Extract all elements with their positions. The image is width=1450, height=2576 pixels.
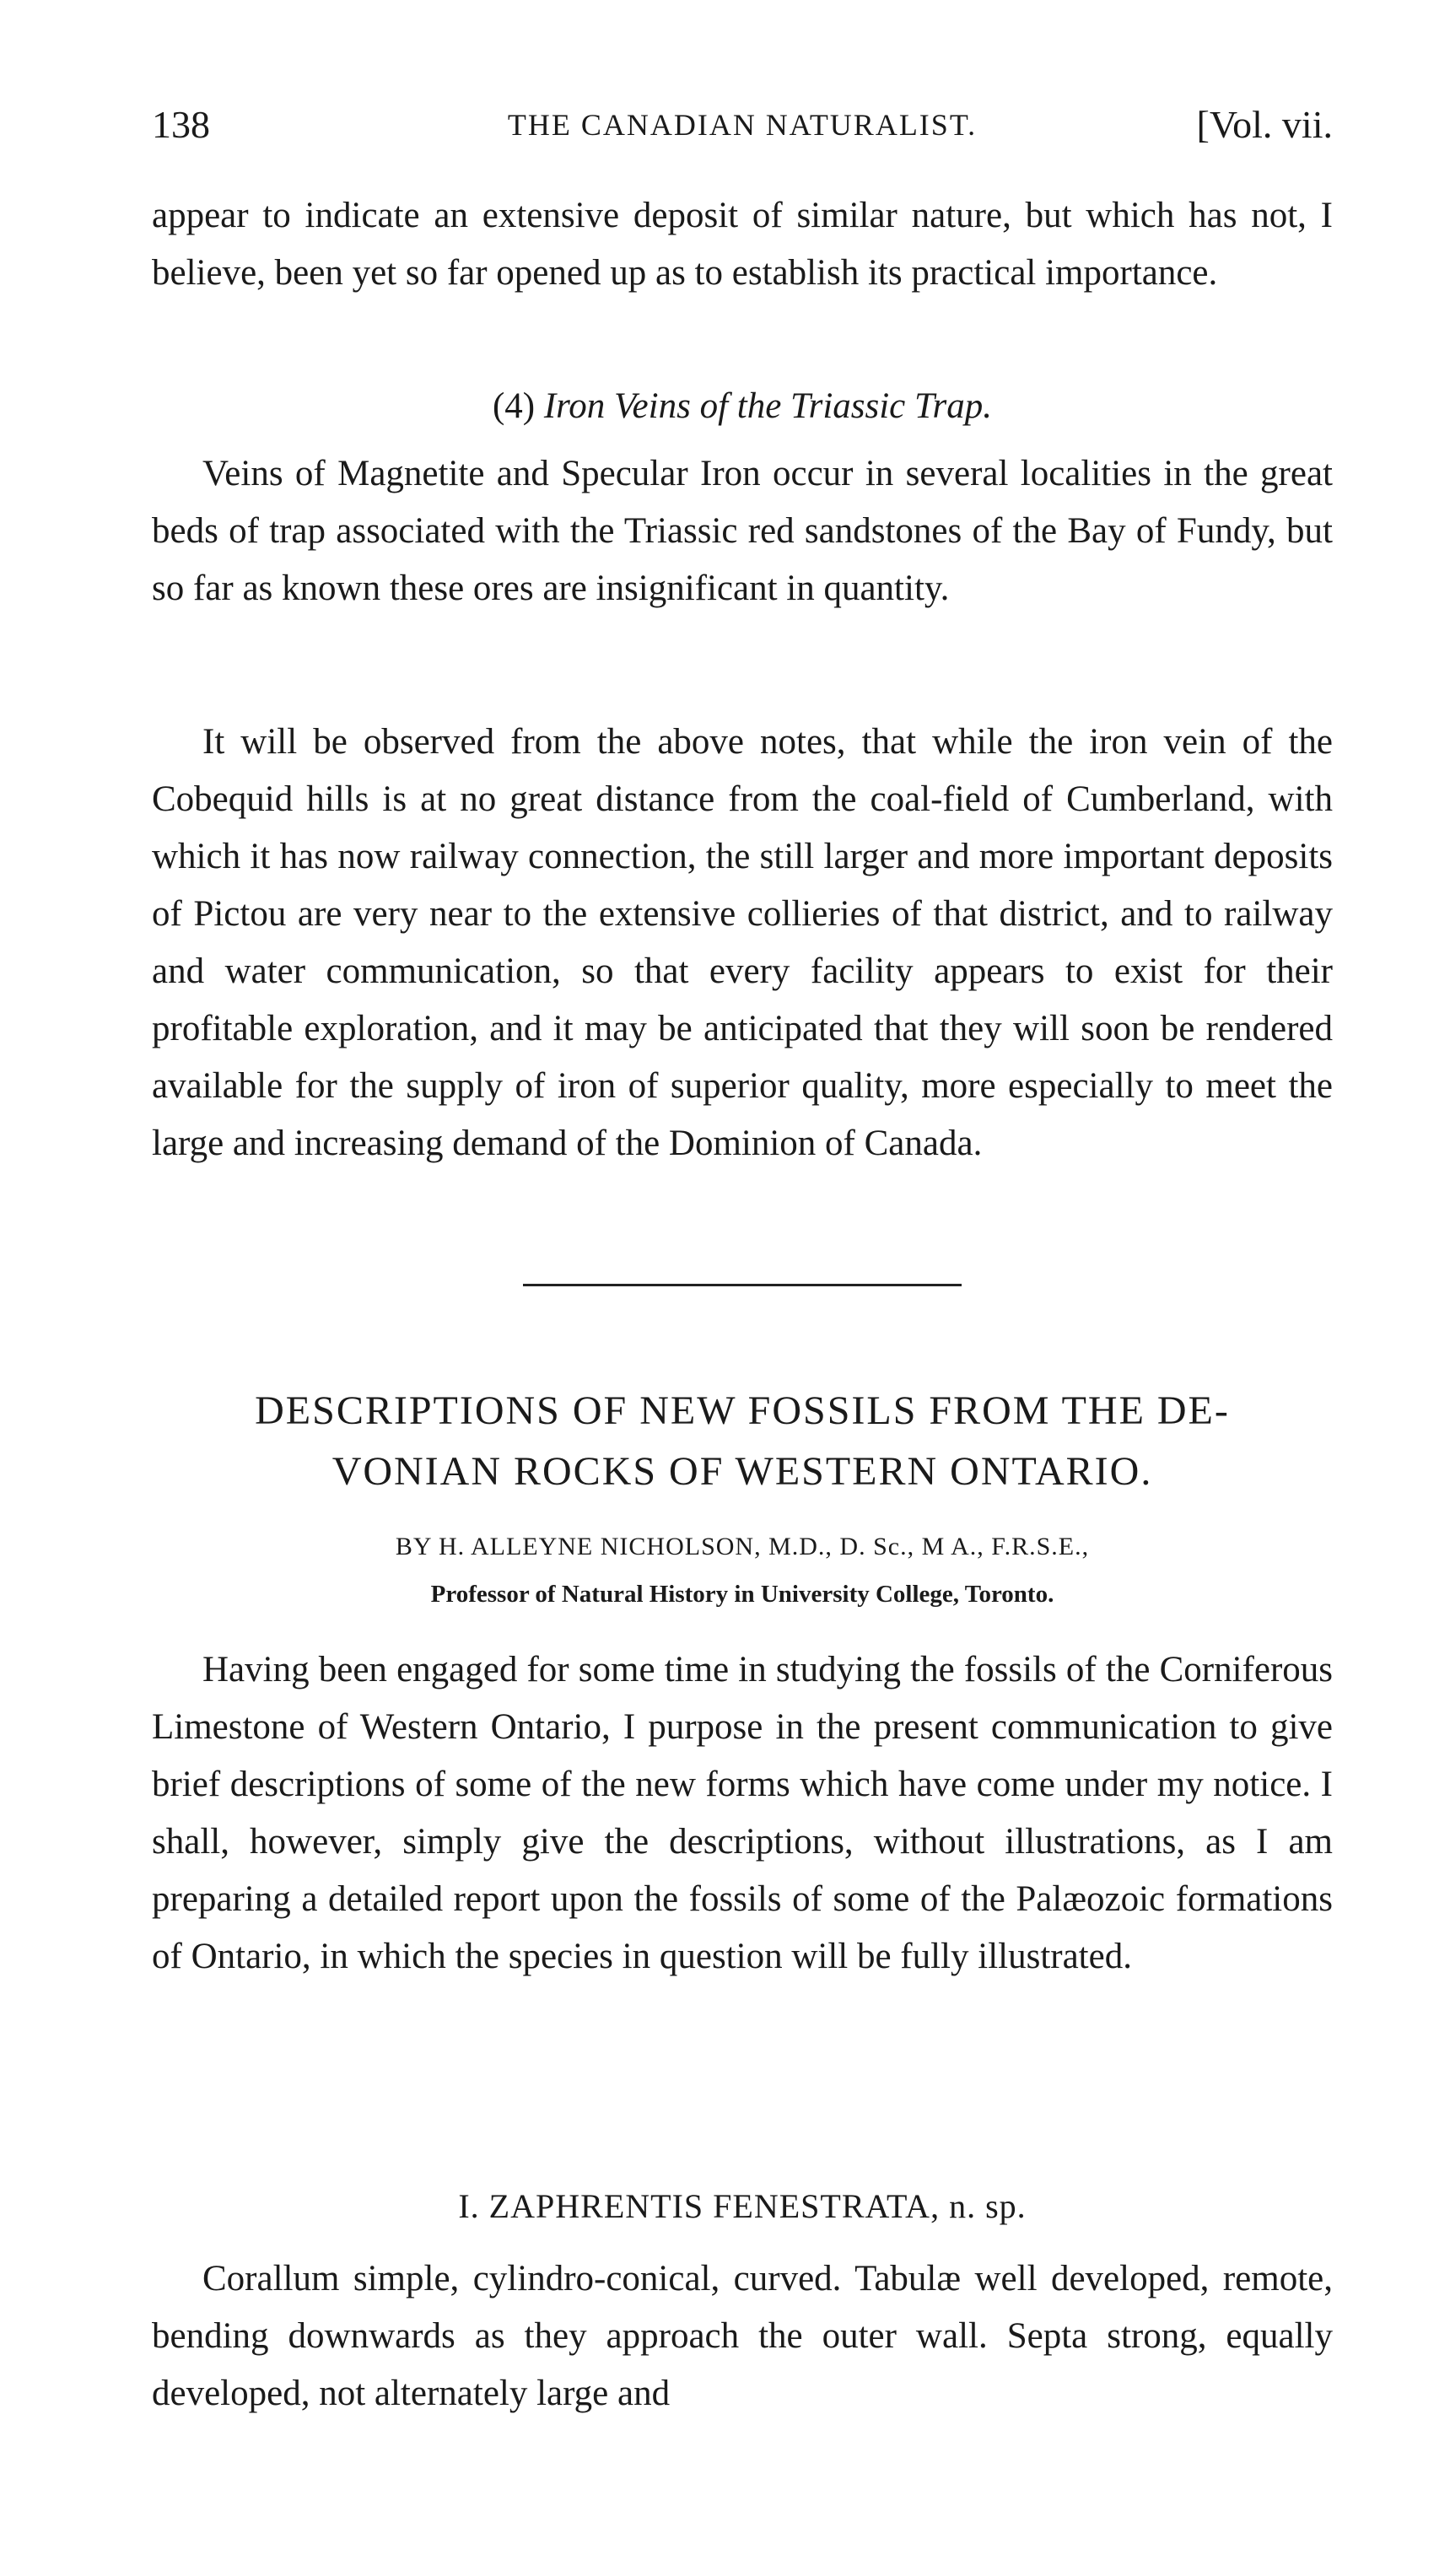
paragraph-conclusion: It will be observed from the above notes, that while the iron vein of the Cobequid hills is at no great distance from the coal-field of Cumberland, with which it has now railway connection, the still larger and more important deposits of Pictou are very near to the extensive collieries of that district, and to railway and water communication, so that every facility appears to exist for their profitable exploration, and it may be anticipated that they will soon be rendered available for the supply of iron of superior quality, more especially to meet the large and increasing demand of the Dominion of Canada.: [152, 722, 1333, 1163]
section-divider: [523, 1284, 962, 1286]
page-number: 138: [152, 103, 210, 146]
section-number: (4): [492, 386, 536, 426]
article-title-line-1: DESCRIPTIONS OF NEW FOSSILS FROM THE DE-: [255, 1388, 1230, 1433]
section-heading-iron-veins: [152, 381, 1333, 432]
paragraph-species-description: Corallum simple, cylindro-conical, curved. Tabulæ well developed, remote, bending downwards as they approach the outer wall. Septa strong, equally developed, not alternately large and: [152, 2259, 1333, 2413]
paragraph-continuation: appear to indicate an extensive deposit of similar nature, but which has not, I believe, been yet so far opened up as to establish its practical importance.: [152, 196, 1333, 293]
author-byline: BY H. ALLEYNE NICHOLSON, M.D., D. Sc., M A., F.R.S.E.,: [395, 1533, 1090, 1560]
volume-label: [Vol. vii.: [1196, 103, 1333, 146]
paragraph-introduction: Having been engaged for some time in studying the fossils of the Corniferous Limestone of Western Ontario, I purpose in the present communication to give brief descriptions of some of the new forms which have come under my notice. I shall, however, simply give the descriptions, without illustrations, as I am preparing a detailed report upon the fossils of some of the Palæozoic formations of Ontario, in which the species in question will be fully illustrated.: [152, 1650, 1333, 1976]
paragraph-iron-veins: Veins of Magnetite and Specular Iron occur in several localities in the great beds of trap associated with the Triassic red sandstones of the Bay of Fundy, but so far as known these ores are insignificant in quantity.: [152, 454, 1333, 608]
journal-title: THE CANADIAN NATURALIST.: [507, 108, 978, 142]
running-head: [152, 100, 1333, 150]
author-affiliation: Professor of Natural History in University College, Toronto.: [430, 1581, 1054, 1608]
article-title-line-2: VONIAN ROCKS OF WESTERN ONTARIO.: [332, 1449, 1153, 1494]
section-title: Iron Veins of the Triassic Trap.: [543, 386, 993, 426]
species-heading: I. ZAPHRENTIS FENESTRATA, n. sp.: [458, 2187, 1027, 2225]
